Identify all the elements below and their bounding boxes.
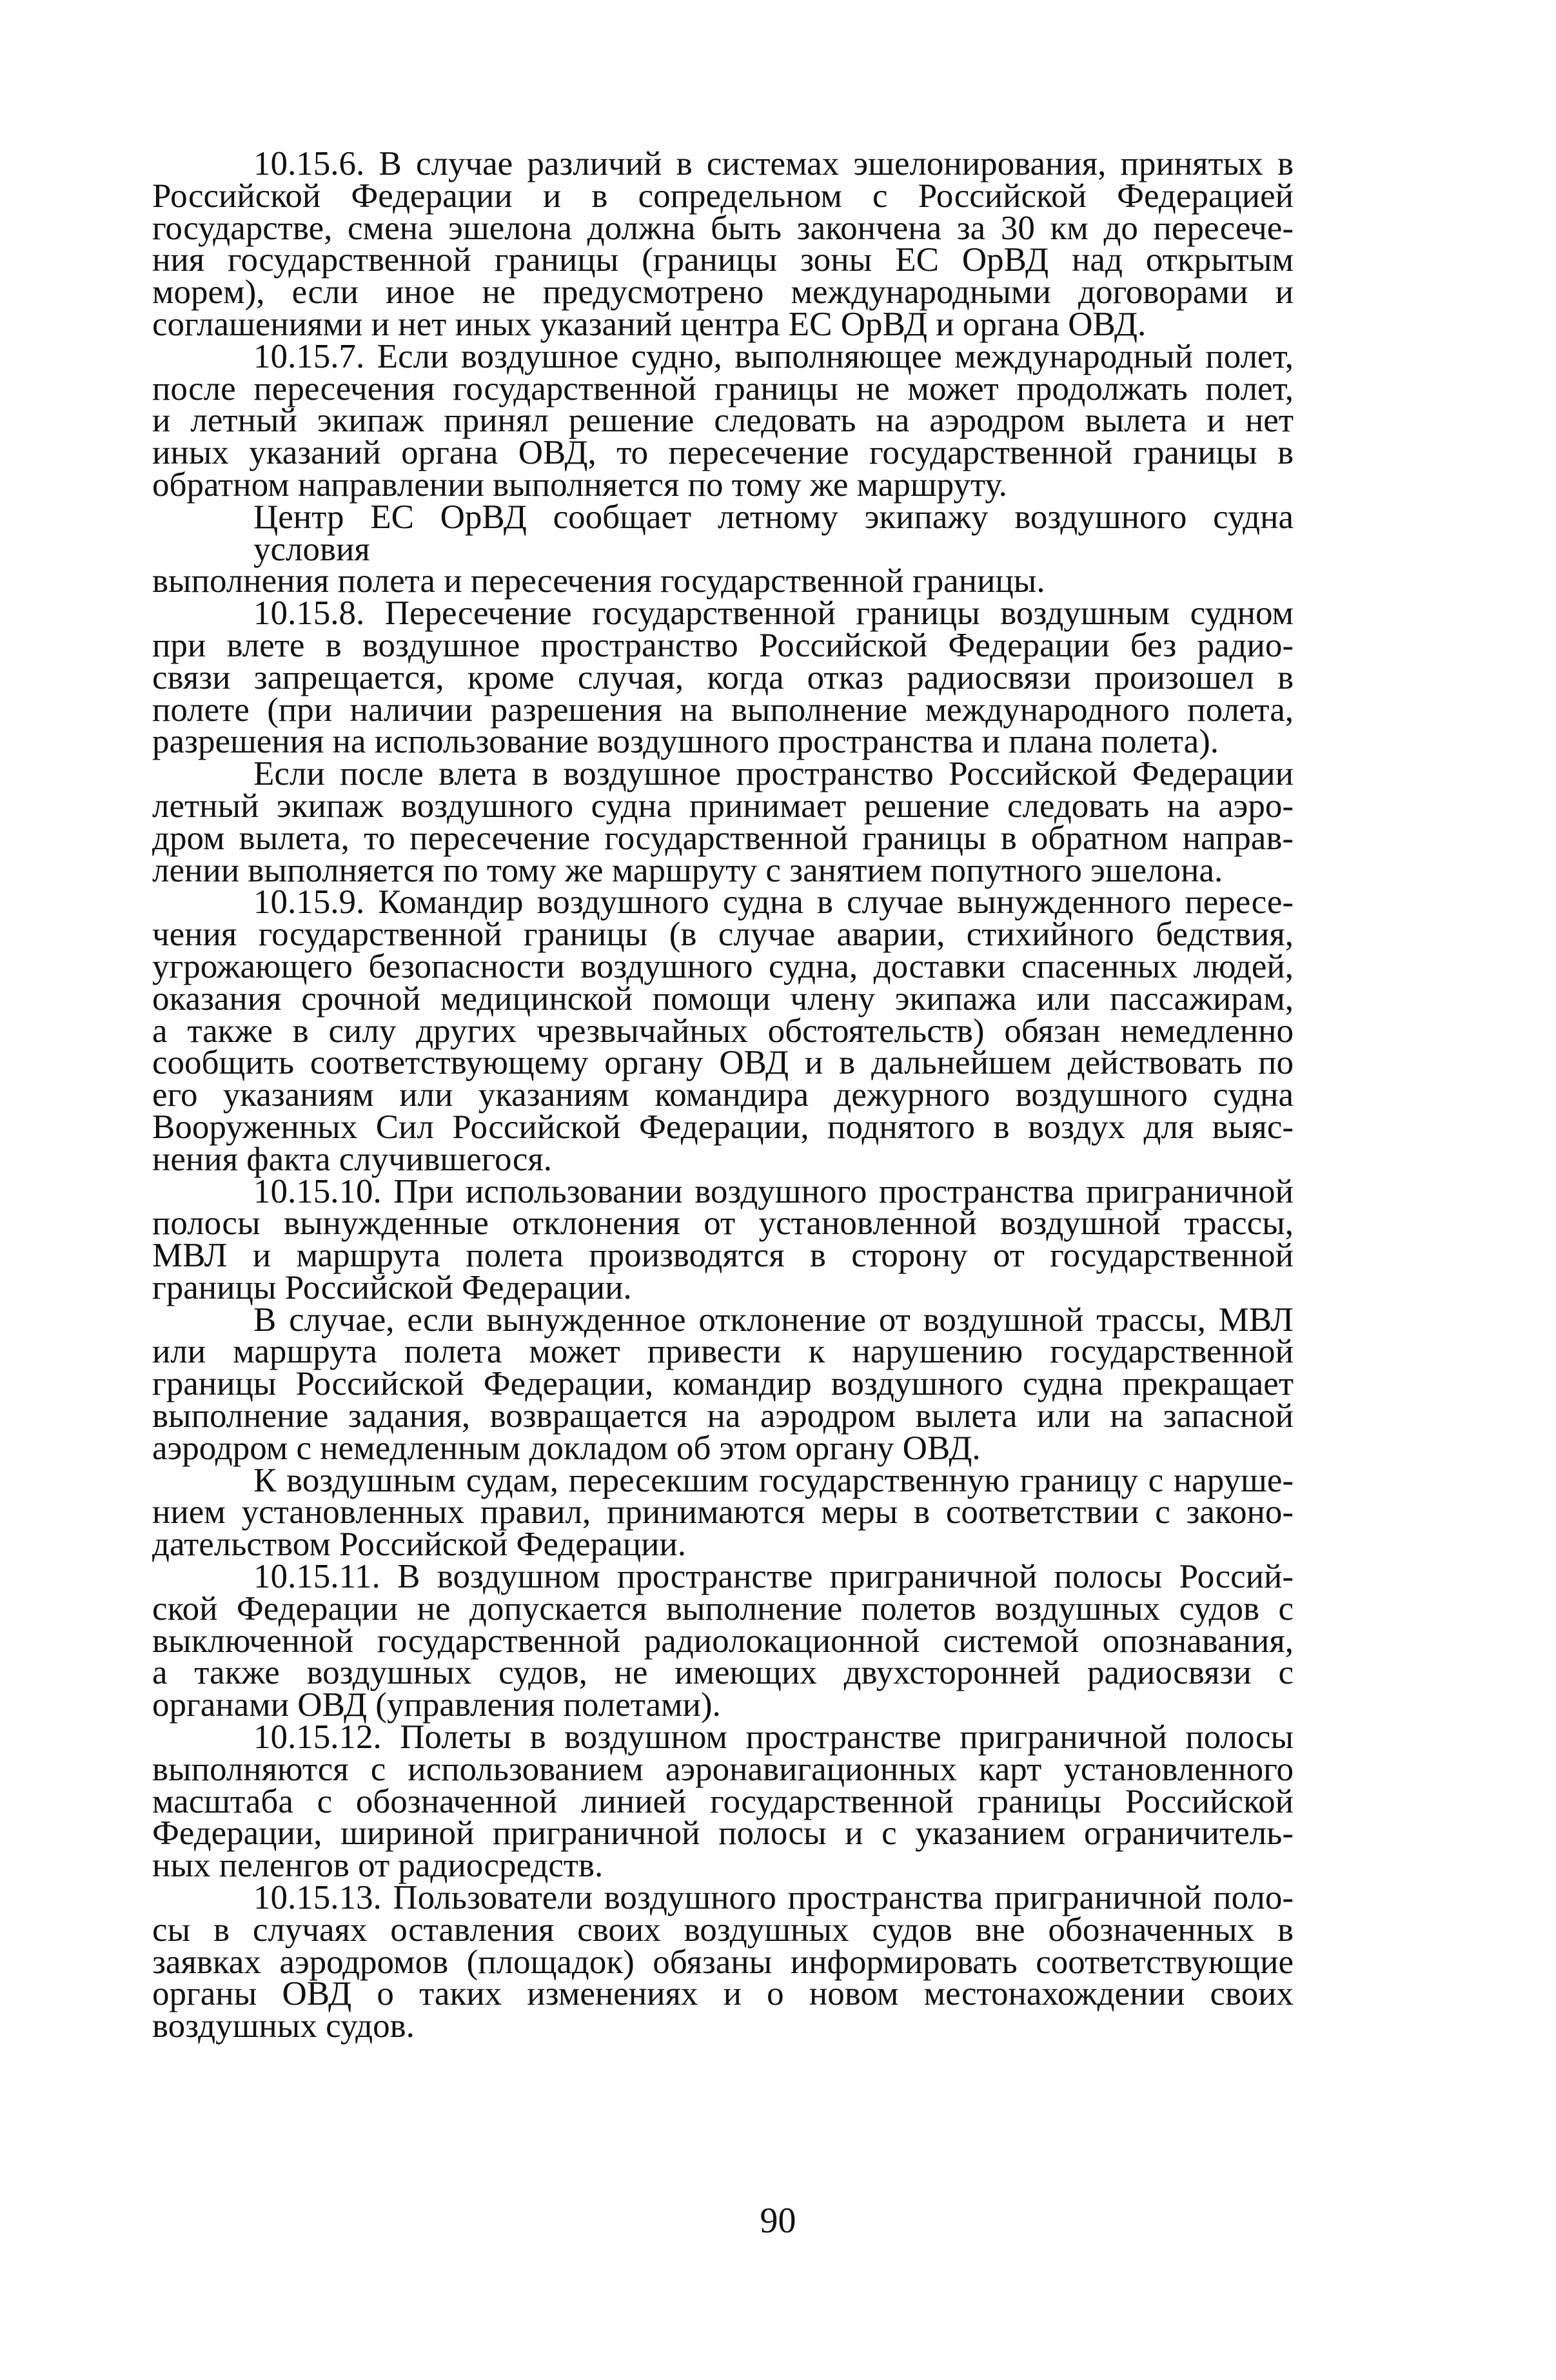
text-line: государстве, смена эшелона должна быть закончена за 30 км до пересече- [152, 209, 1294, 247]
text-line: органами ОВД (управления полетами). [152, 1686, 721, 1724]
text-line: Российской Федерации и в сопредельном с Российской Федерацией [152, 177, 1294, 215]
text-line: выключенной государственной радиолокационной системой опознавания, [152, 1622, 1294, 1660]
text-line: а также в силу других чрезвычайных обстоятельств) обязан немедленно [152, 1012, 1294, 1050]
text-line: МВЛ и маршрута полета производятся в сторону от государственной [152, 1237, 1294, 1275]
text-line: сы в случаях оставления своих воздушных судов вне обозначенных в [152, 1911, 1294, 1949]
text-line: Если после влета в воздушное пространство Российской Федерации [253, 755, 1294, 793]
text-line: нения факта случившегося. [152, 1140, 552, 1178]
text-line: чения государственной границы (в случае аварии, стихийного бедствия, [152, 916, 1294, 954]
text-line: Центр ЕС ОрВД сообщает летному экипажу воздушного судна условия [253, 498, 1294, 568]
text-line: дром вылета, то пересечение государственной границы в обратном направ- [152, 819, 1294, 857]
text-line: 10.15.6. В случае различий в системах эшелонирования, принятых в [253, 145, 1294, 182]
text-line: иных указаний органа ОВД, то пересечение государственной границы в [152, 434, 1294, 472]
text-line: полосы вынужденные отклонения от установленной воздушной трассы, [152, 1205, 1294, 1243]
text-line: или маршрута полета может привести к нарушению государственной [152, 1333, 1294, 1371]
text-line: воздушных судов. [152, 2007, 415, 2045]
text-line: ской Федерации не допускается выполнение полетов воздушных судов с [152, 1589, 1294, 1628]
text-line: 10.15.12. Полеты в воздушном пространстве приграничной полосы [253, 1718, 1294, 1756]
text-line: соглашениями и нет иных указаний центра ЕС ОрВД и органа ОВД. [152, 305, 1147, 343]
text-line: а также воздушных судов, не имеющих двухсторонней радиосвязи с [152, 1654, 1294, 1692]
text-line: 10.15.8. Пересечение государственной границы воздушным судном [253, 595, 1294, 633]
text-line: 10.15.9. Командир воздушного судна в случае вынужденного пересе- [253, 883, 1294, 921]
text-line: К воздушным судам, пересекшим государственную границу с наруше- [253, 1461, 1294, 1499]
text-line: морем), если иное не предусмотрено международными договорами и [152, 273, 1294, 311]
text-line: ных пеленгов от радиосредств. [152, 1847, 604, 1885]
text-line: при влете в воздушное пространство Российской Федерации без радио- [152, 626, 1294, 664]
text-line: оказания срочной медицинской помощи члену экипажа или пассажирам, [152, 979, 1294, 1018]
text-line: связи запрещается, кроме случая, когда отказ радиосвязи произошел в [152, 658, 1294, 696]
text-line: сообщить соответствующему органу ОВД и в дальнейшем действовать по [152, 1044, 1294, 1082]
page-number: 90 [760, 2201, 796, 2241]
text-line: разрешения на использование воздушного пространства и плана полета). [152, 723, 1219, 761]
body-text [152, 145, 1294, 2045]
text-line: органы ОВД о таких изменениях и о новом местонахождении своих [152, 1975, 1294, 2013]
text-line: Вооруженных Сил Российской Федерации, поднятого в воздух для выяс- [152, 1108, 1294, 1146]
text-line: границы Российской Федерации, командир воздушного судна прекращает [152, 1365, 1294, 1403]
text-line: 10.15.13. Пользователи воздушного пространства приграничной поло- [253, 1879, 1294, 1917]
text-line: нием установленных правил, принимаются меры в соответствии с законо- [152, 1493, 1294, 1531]
text-line: 10.15.7. Если воздушное судно, выполняющее международный полет, [253, 337, 1294, 375]
text-line: выполнение задания, возвращается на аэродром вылета или на запасной [152, 1397, 1294, 1435]
text-line: лении выполняется по тому же маршруту с занятием попутного эшелона. [152, 851, 1223, 889]
text-line: аэродром с немедленным докладом об этом органу ОВД. [152, 1429, 981, 1467]
text-line: выполняются с использованием аэронавигационных карт установленного [152, 1750, 1294, 1788]
text-line: границы Российской Федерации. [152, 1268, 632, 1306]
text-line: Федерации, шириной приграничной полосы и с указанием ограничитель- [152, 1815, 1294, 1853]
text-line: летный экипаж воздушного судна принимает решение следовать на аэро- [152, 787, 1294, 825]
text-line: после пересечения государственной границы не может продолжать полет, [152, 369, 1294, 408]
text-line: В случае, если вынужденное отклонение от воздушной трассы, МВЛ [253, 1301, 1294, 1339]
text-line: дательством Российской Федерации. [152, 1526, 687, 1564]
text-line: выполнения полета и пересечения государственной границы. [152, 562, 1045, 600]
text-line: его указаниям или указаниям командира дежурного воздушного судна [152, 1076, 1294, 1114]
text-line: 10.15.11. В воздушном пространстве приграничной полосы Россий- [253, 1558, 1294, 1596]
text-line: 10.15.10. При использовании воздушного пространства приграничной [253, 1172, 1294, 1210]
text-line: полете (при наличии разрешения на выполнение международного полета, [152, 691, 1294, 729]
text-line: заявках аэродромов (площадок) обязаны информировать соответствующие [152, 1943, 1294, 1981]
text-line: ния государственной границы (границы зоны ЕС ОрВД над открытым [152, 241, 1294, 279]
text-line: обратном направлении выполняется по тому же маршруту. [152, 466, 1007, 504]
text-line: и летный экипаж принял решение следовать на аэродром вылета и нет [152, 402, 1294, 440]
text-line: угрожающего безопасности воздушного судна, доставки спасенных людей, [152, 947, 1294, 985]
text-line: масштаба с обозначенной линией государственной границы Российской [152, 1782, 1294, 1820]
